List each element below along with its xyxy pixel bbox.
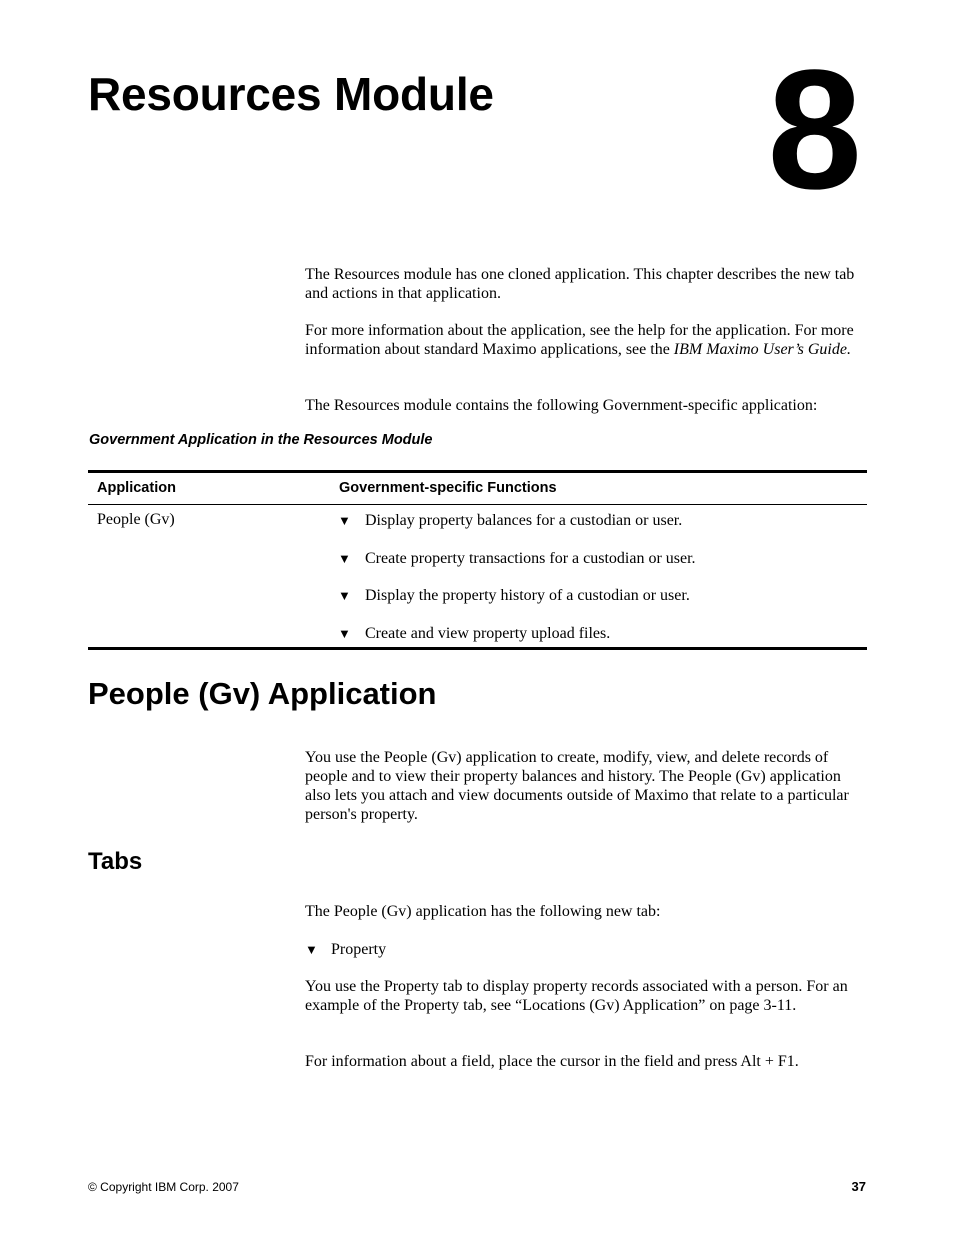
- functions-list: [338, 511, 696, 661]
- triangle-bullet-icon: ▼: [338, 588, 351, 603]
- table-header-row: [88, 473, 867, 505]
- chapter-number: 8: [767, 35, 862, 225]
- tabs-paragraph-2: You use the Property tab to display property records associated with a person. For an example of the Property tab, see “Locations (Gv) Application” on page 3-11.: [305, 978, 848, 1014]
- subsection-title: Tabs: [88, 848, 143, 875]
- intro-paragraph-2: [305, 321, 870, 359]
- list-item: [338, 586, 696, 624]
- chapter-title: Resources Module: [88, 68, 494, 120]
- column-header-functions: Government-specific Functions: [339, 480, 557, 496]
- intro-paragraph-3: The Resources module contains the following Government-specific application:: [305, 397, 818, 414]
- tab-name: Property: [331, 941, 387, 958]
- application-cell: People (Gv): [97, 511, 175, 528]
- list-item: [338, 511, 696, 549]
- function-text: Display property balances for a custodian or user.: [365, 512, 683, 529]
- list-item: [338, 624, 696, 662]
- column-header-application: Application: [97, 480, 176, 496]
- page-number: 37: [851, 1179, 866, 1194]
- function-text: Create and view property upload files.: [365, 624, 611, 642]
- tabs-paragraph-3: For information about a field, place the cursor in the field and press Alt + F1.: [305, 1053, 799, 1070]
- intro-paragraph-1: The Resources module has one cloned application. This chapter describes the new tab and actions in that application.: [305, 266, 855, 302]
- section-paragraph: You use the People (Gv) application to create, modify, view, and delete records of people and to view their property balances and history. The People (Gv) application also lets you attach and view documents outside of Maximo that relate to a particular person's property.: [305, 749, 849, 823]
- guide-title: IBM Maximo User’s Guide.: [673, 341, 851, 358]
- triangle-bullet-icon: ▼: [338, 550, 351, 566]
- function-text: Display the property history of a custodian or user.: [365, 587, 690, 604]
- table-caption: Government Application in the Resources Module: [89, 432, 433, 448]
- table-row: [88, 505, 867, 647]
- footer-copyright: © Copyright IBM Corp. 2007: [88, 1180, 239, 1194]
- applications-table: [88, 470, 867, 650]
- list-item: [338, 549, 696, 587]
- function-text: Create property transactions for a custodian or user.: [365, 549, 696, 567]
- triangle-bullet-icon: ▼: [305, 942, 318, 957]
- intro-paragraph-2-text: For more information about the application, see the help for the application. For more information about standard Maximo applications, see the: [305, 322, 854, 358]
- triangle-bullet-icon: ▼: [338, 625, 351, 641]
- tabs-paragraph-1: The People (Gv) application has the following new tab:: [305, 903, 661, 920]
- triangle-bullet-icon: ▼: [338, 513, 351, 528]
- section-title: People (Gv) Application: [88, 676, 437, 711]
